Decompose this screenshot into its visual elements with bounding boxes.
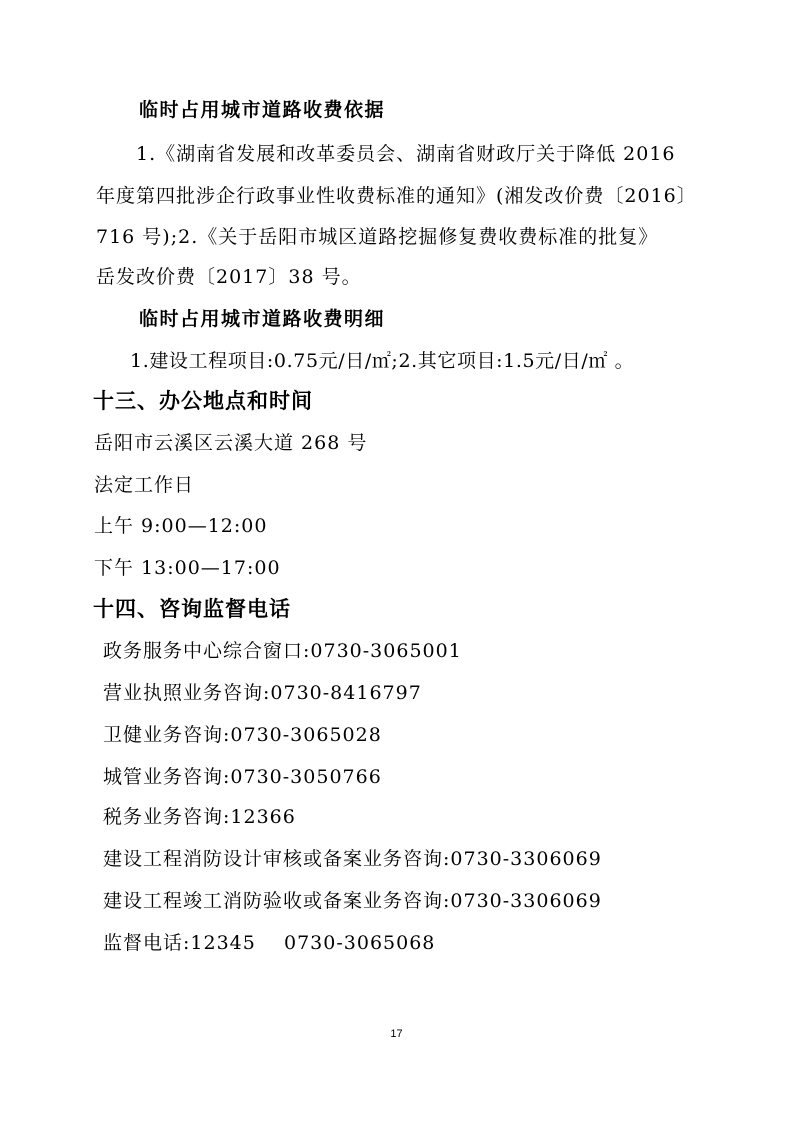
hotline-item: 建设工程竣工消防验收或备案业务咨询:0730-3306069 <box>103 890 602 912</box>
page-number: 17 <box>390 1028 403 1040</box>
hotline-item: 建设工程消防设计审核或备案业务咨询:0730-3306069 <box>103 848 602 870</box>
office-heading: 十三、办公地点和时间 <box>93 389 313 413</box>
hotlines-heading: 十四、咨询监督电话 <box>93 597 291 621</box>
hotline-item: 税务业务咨询:12366 <box>103 806 296 828</box>
fee-basis-line-1: 1.《湖南省发展和改革委员会、湖南省财政厅关于降低 2016 <box>136 143 676 165</box>
fee-details-heading: 临时占用城市道路收费明细 <box>139 308 386 330</box>
fee-basis-line-4: 岳发改价费〔2017〕38 号。 <box>96 266 362 288</box>
hotline-item: 营业执照业务咨询:0730-8416797 <box>103 682 422 704</box>
fee-basis-line-2: 年度第四批涉企行政事业性收费标准的通知》(湘发改价费〔2016〕 <box>96 185 697 207</box>
office-hours-morning: 上午 9:00—12:00 <box>94 515 268 537</box>
hotline-item: 城管业务咨询:0730-3050766 <box>103 766 382 788</box>
office-workdays: 法定工作日 <box>94 474 195 496</box>
hotline-item: 监督电话:12345 0730-3065068 <box>103 932 436 954</box>
hotline-item: 政务服务中心综合窗口:0730-3065001 <box>103 640 462 662</box>
hotline-item: 卫健业务咨询:0730-3065028 <box>103 724 382 746</box>
office-address: 岳阳市云溪区云溪大道 268 号 <box>94 432 368 454</box>
fee-basis-line-3: 716 号);2.《关于岳阳市城区道路挖掘修复费收费标准的批复》 <box>96 226 659 248</box>
fee-details-line: 1.建设工程项目:0.75元/日/㎡;2.其它项目:1.5元/日/㎡ 。 <box>130 350 635 372</box>
office-hours-afternoon: 下午 13:00—17:00 <box>94 557 281 579</box>
fee-basis-heading: 临时占用城市道路收费依据 <box>139 99 386 121</box>
